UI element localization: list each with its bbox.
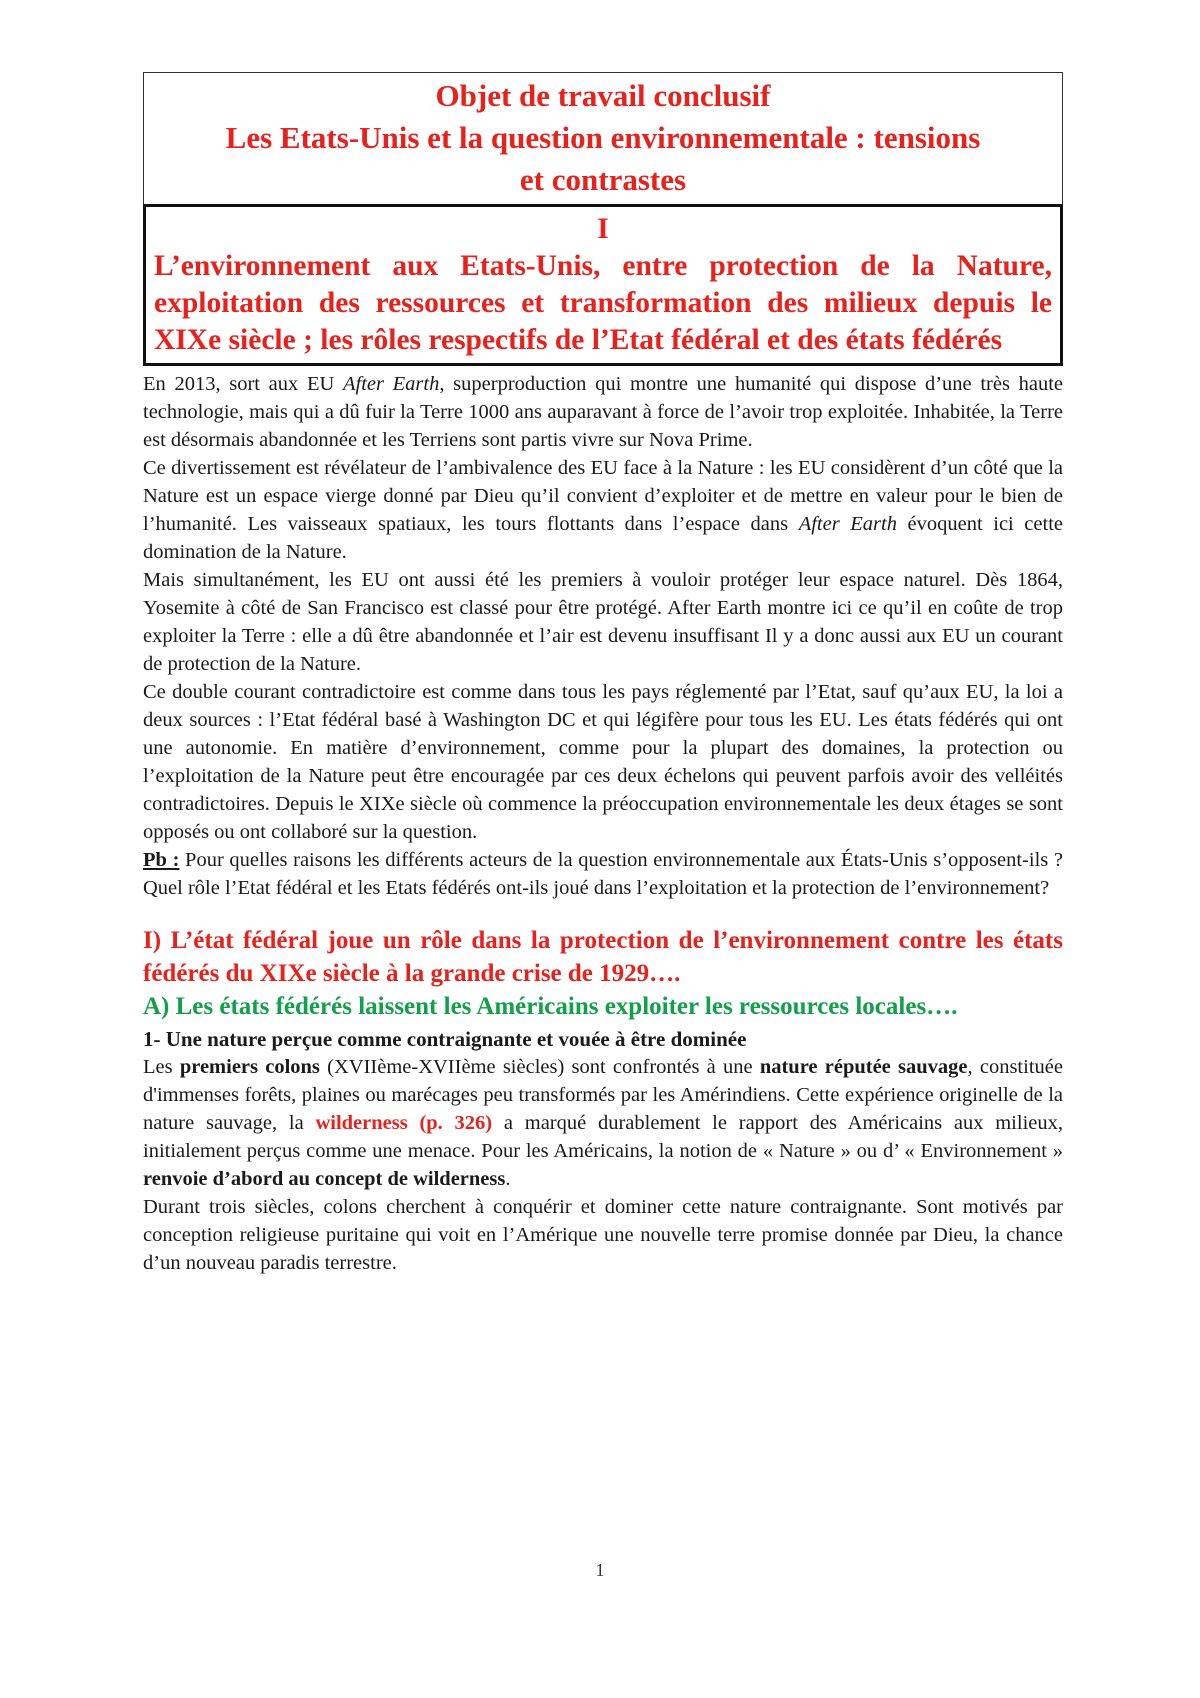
section-paragraph-1 — [143, 1053, 1063, 1193]
section-paragraph-2: Durant trois siècles, colons cherchent à conquérir et dominer cette nature contraignante. Sont motivés par conception religieuse puritaine qui voit en l’Amérique une nouvelle terre promise donnée par Dieu, la chance d’un nouveau paradis terrestre. — [143, 1196, 1063, 1274]
text-run: (XVIIème-XVIIème siècles) sont confrontés à une — [319, 1056, 760, 1078]
page-number: 1 — [595, 1560, 605, 1580]
part-heading-box — [143, 204, 1063, 366]
part-heading: L’environnement aux Etats-Unis, entre protection de la Nature, exploitation des ressources et transformation des milieux depuis le XIXe siècle ; les rôles respectifs de l’Etat fédéral et des états fédérés — [154, 250, 1052, 356]
subsection-a-heading: A) Les états fédérés laissent les Américains exploiter les ressources locales…. — [143, 993, 958, 1020]
intro-paragraph-2 — [143, 454, 1063, 566]
wilderness-reference: wilderness (p. 326) — [315, 1112, 493, 1134]
title-line-3: et contrastes — [519, 162, 687, 197]
bold-term: nature réputée sauvage — [759, 1056, 968, 1078]
intro-paragraph-3: Mais simultanément, les EU ont aussi été les premiers à vouloir protéger leur espace naturel. Dès 1864, Yosemite à côté de San Francisco est classé pour être protégé. After Earth montre ici ce qu’il en coûte de trop exploiter la Terre : elle a dû être abandonnée et l’air est devenu insuffisant Il y a donc aussi aux EU un courant de protection de la Nature. — [143, 569, 1063, 675]
text-run: a marqué durablement le rapport des Américains aux milieux, initialement perçus comme une menace. Pour les Américains, la notion de « Nature » ou d’ « Environnement » — [143, 1112, 1063, 1162]
title-box — [143, 72, 1063, 206]
text-run: , constituée d'immenses forêts, plaines ou marécages peu transformés par les Amérindiens. Cette expérience originelle de la nature sauvage, la — [143, 1056, 1063, 1134]
section-1-text — [143, 1053, 1063, 1277]
intro-paragraph-1 — [143, 370, 1063, 454]
text-run: , superproduction qui montre une humanité qui dispose d’une très haute technologie, mais qui a dû fuir la Terre 1000 ans auparavant à force de l’avoir trop exploitée. Inhabitée, la Terre est désormais abandonnée et les Terriens sont partis vivre sur Nova Prime. — [143, 373, 1064, 451]
subsection-1-heading: 1- Une nature perçue comme contraignante et vouée à être dominée — [143, 1027, 747, 1051]
part-roman-numeral: I — [597, 213, 609, 245]
text-run: Pour quelles raisons les différents acteurs de la question environnementale aux États-Unis s’opposent-ils ? Quel rôle l’Etat fédéral et les Etats fédérés ont-ils joué dans l’exploitation et la protection de l’environnement? — [143, 849, 1063, 899]
intro-paragraph-4: Ce double courant contradictoire est comme dans tous les pays réglementé par l’Etat, sauf qu’aux EU, la loi a deux sources : l’Etat fédéral basé à Washington DC et qui légifère pour tous les EU. Les états fédérés qui ont une autonomie. En matière d’environnement, comme pour la plupart des domaines, la protection ou l’exploitation de la Nature peut être encouragée par ces deux échelons qui peuvent parfois avoir des velléités contradictoires. Depuis le XIXe siècle où commence la préoccupation environnementale les deux étages se sont opposés ou ont collaboré sur la question. — [143, 681, 1063, 843]
document-page — [143, 72, 1063, 1277]
intro-text — [143, 370, 1063, 902]
bold-term: premiers colons — [179, 1056, 320, 1078]
film-title: After Earth — [342, 373, 440, 395]
title-line-2: Les Etats-Unis et la question environnementale : tensions — [225, 120, 981, 155]
title-line-1: Objet de travail conclusif — [435, 78, 771, 113]
text-run: En 2013, sort aux EU — [143, 373, 343, 395]
text-run: Ce divertissement est révélateur de l’ambivalence des EU face à la Nature : les EU considèrent d’un côté que la Nature est un espace vierge donné par Dieu qu’il convient d’exploiter et de mettre en valeur pour le bien de l’humanité. Les vaisseaux spatiaux, les tours flottants dans l’espace dans — [143, 457, 1063, 535]
problem-statement — [143, 846, 1063, 902]
text-run: évoquent ici cette domination de la Nature. — [143, 513, 1063, 563]
text-run: . — [505, 1168, 511, 1190]
film-title: After Earth — [798, 513, 897, 535]
section-1-heading: I) L’état fédéral joue un rôle dans la protection de l’environnement contre les états fédérés du XIXe siècle à la grande crise de 1929…. — [143, 927, 1063, 987]
bold-term: renvoie d’abord au concept de wilderness — [143, 1168, 506, 1190]
problem-label: Pb : — [143, 849, 180, 871]
text-run: Les — [143, 1056, 180, 1078]
